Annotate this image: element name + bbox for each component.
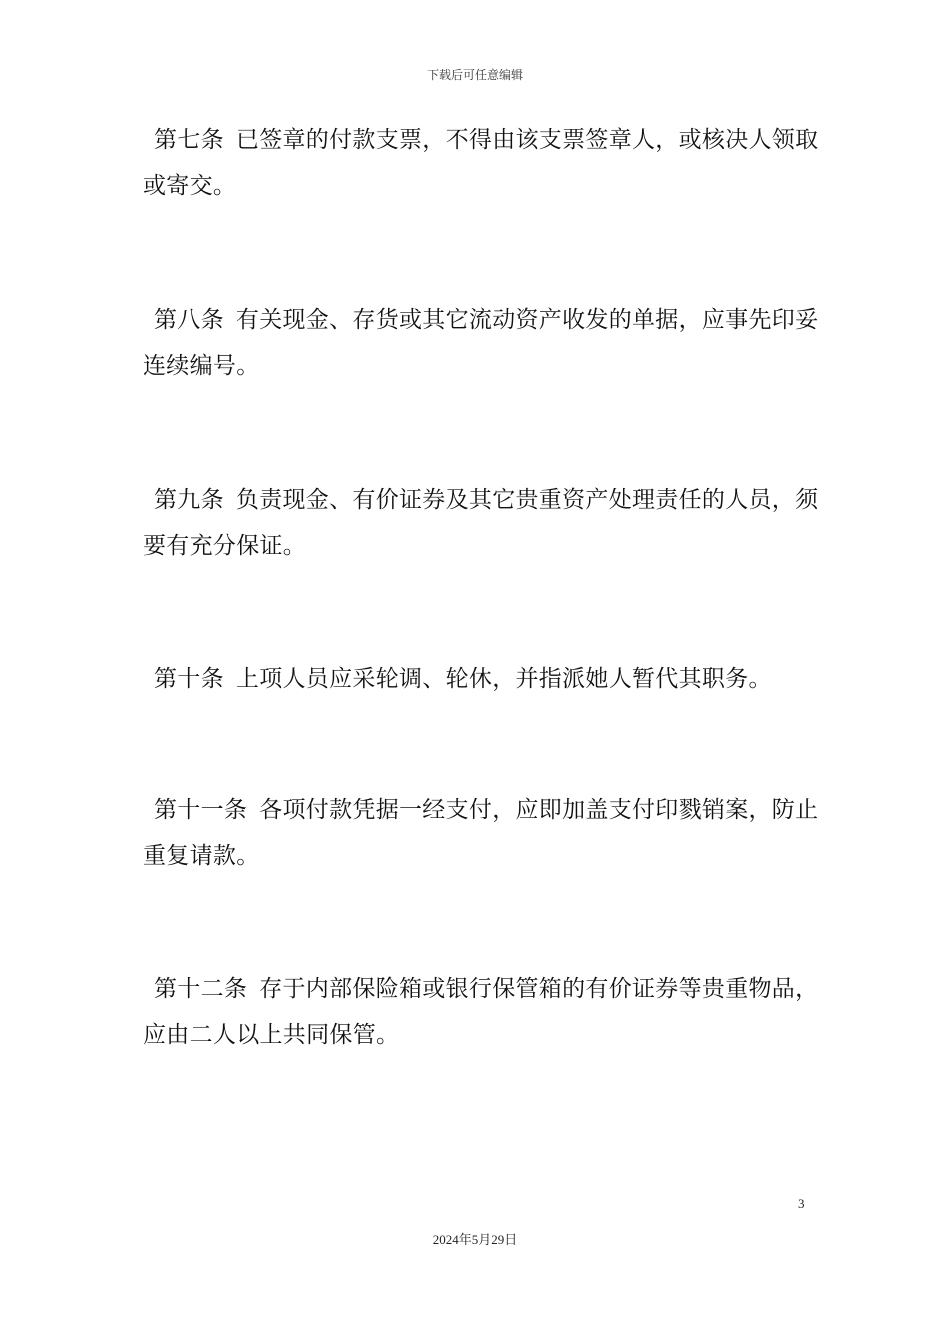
article-11-text-line2: 重复请款。	[143, 843, 260, 869]
article-7-first-line	[143, 117, 819, 163]
article-9-label: 第九条	[154, 487, 224, 513]
article-8	[143, 297, 819, 389]
article-10-first-line	[143, 656, 811, 702]
article-12	[143, 966, 819, 1058]
article-10-label: 第十条	[154, 666, 224, 692]
page-number: 3	[798, 1196, 805, 1211]
article-11-text-line1: 各项付款凭据一经支付，应即加盖支付印戮销案，防止	[259, 797, 819, 823]
article-12-text-line2: 应由二人以上共同保管。	[143, 1022, 400, 1048]
article-8-text-line2: 连续编号。	[143, 353, 260, 379]
article-10	[143, 656, 811, 702]
article-11	[143, 787, 819, 879]
header-note: 下载后可任意编辑	[426, 68, 523, 82]
article-8-label: 第八条	[154, 307, 224, 333]
article-10-text-line1: 上项人员应采轮调、轮休，并指派她人暂代其职务。	[235, 666, 772, 692]
article-7	[143, 117, 819, 209]
article-9-text-line2: 要有充分保证。	[143, 533, 307, 559]
article-9-first-line	[143, 477, 819, 523]
article-9	[143, 477, 819, 569]
article-11-first-line	[143, 787, 819, 833]
article-9-text-line1: 负责现金、有价证券及其它贵重资产处理责任的人员，须	[235, 487, 819, 513]
article-8-text-line1: 有关现金、存货或其它流动资产收发的单据，应事先印妥	[235, 307, 819, 333]
article-12-first-line	[143, 966, 819, 1012]
article-7-text-line1: 已签章的付款支票，不得由该支票签章人，或核决人领取	[235, 127, 819, 153]
article-8-first-line	[143, 297, 819, 343]
article-11-label: 第十一条	[154, 797, 248, 823]
article-12-text-line1: 存于内部保险箱或银行保管箱的有价证券等贵重物品，	[259, 976, 819, 1002]
article-7-text-line2: 或寄交。	[143, 173, 237, 199]
article-12-label: 第十二条	[154, 976, 248, 1002]
footer-date: 2024年5月29日	[432, 1232, 518, 1247]
article-7-label: 第七条	[154, 127, 224, 153]
